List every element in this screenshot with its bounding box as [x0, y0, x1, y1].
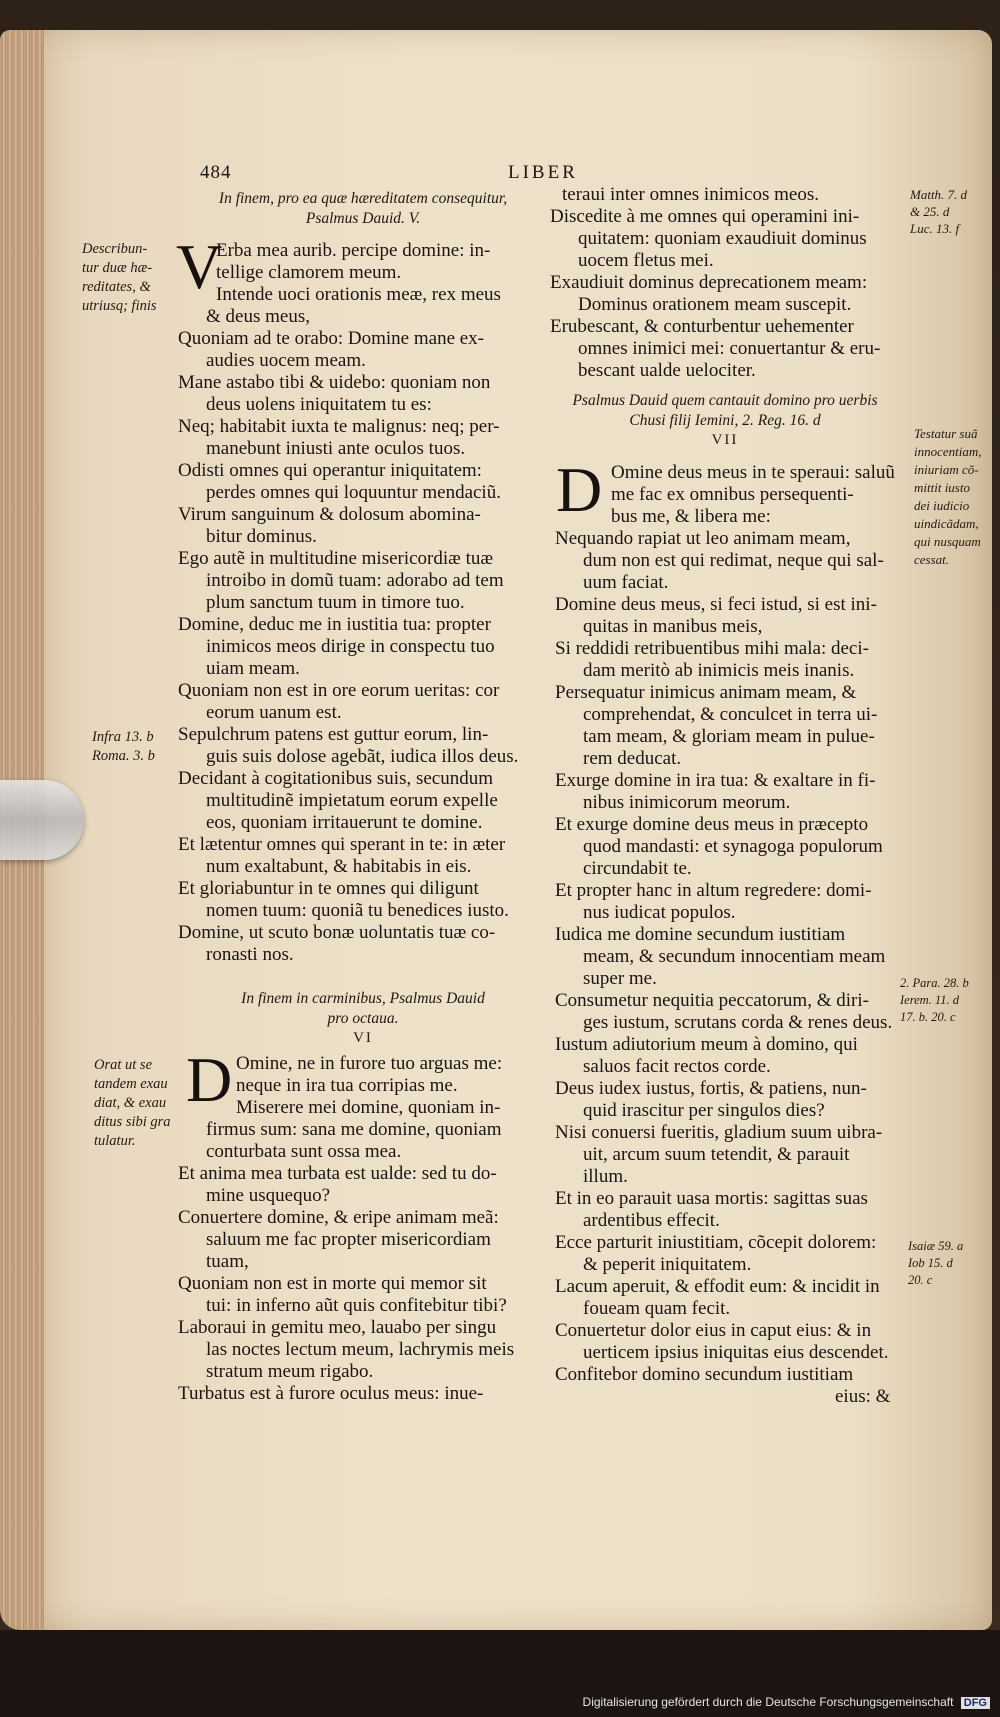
verse-line: Dominus orationem meam suscepit. [578, 294, 852, 315]
verse-line: Miserere mei domine, quoniam in- [236, 1097, 501, 1118]
verse-line: nibus inimicorum meorum. [583, 792, 791, 813]
verse-line: rem deducat. [583, 748, 682, 769]
note-line: mittit iusto [914, 480, 970, 495]
verse-line: Et exurge domine deus meus in præcepto [555, 814, 869, 835]
verse-line: Ego autẽ in multitudine misericordiæ tuæ [178, 548, 494, 569]
verse-line: Virum sanguinum & dolosum abomina- [178, 504, 481, 525]
left-column [178, 190, 548, 230]
verse-line: saluum me fac propter misericordiam [206, 1229, 491, 1250]
verse-line: Omine deus meus in te speraui: saluũ [611, 462, 895, 483]
verse-line: eorum uanum est. [206, 702, 342, 723]
note-line: qui nusquam [914, 534, 981, 549]
note-line: iniuriam cõ- [914, 462, 979, 477]
note-line: reditates, & [82, 279, 151, 295]
verse-line: perdes omnes qui loquuntur mendaciũ. [206, 482, 501, 503]
verse-line: audies uocem meam. [206, 350, 366, 371]
verse-line: Quoniam non est in ore eorum ueritas: cor [178, 680, 500, 701]
verse-line: Conuertetur dolor eius in caput eius: & in [555, 1320, 872, 1341]
verse-line: Nequando rapiat ut leo animam meam, [555, 528, 851, 549]
psalm7-title-line: Psalmus Dauid quem cantauit domino pro uerbis [572, 392, 878, 409]
verse-line: mine usquequo? [206, 1185, 331, 1206]
verse-line: las noctes lectum meum, lachrymis meis [206, 1339, 515, 1360]
psalm5-title-line: Psalmus Dauid. V. [305, 210, 421, 227]
verse-line: circundabit te. [583, 858, 692, 879]
verse-line: tellige clamorem meum. [216, 262, 402, 283]
psalm6-initial: D [186, 1044, 233, 1115]
note-line: 2. Para. 28. b [900, 976, 969, 990]
verse-line: Laboraui in gemitu meo, lauabo per singu [178, 1317, 497, 1338]
margin-note-right-4 [908, 1238, 963, 1289]
verse-line: dum non est qui redimat, neque qui sal- [583, 550, 884, 571]
verse-line: quid irascitur per singulos dies? [583, 1100, 825, 1121]
verse-line: bescant ualde uelociter. [578, 360, 756, 381]
verse-line: Nisi conuersi fueritis, gladium suum uibra- [555, 1122, 883, 1143]
verse-line: Odisti omnes qui operantur iniquitatem: [178, 460, 482, 481]
verse-line: firmus sum: sana me domine, quoniam [206, 1119, 502, 1140]
verse-line: Et in eo parauit uasa mortis: sagittas suas [555, 1188, 868, 1209]
psalm6-heading [178, 990, 548, 1050]
verse-line: comprehendat, & conculcet in terra ui- [583, 704, 878, 725]
verse-line: Domine, ut scuto bonæ uoluntatis tuæ co- [178, 922, 496, 943]
note-line: tulatur. [94, 1133, 136, 1149]
verse-line: Si reddidi retribuentibus mihi mala: deci- [555, 638, 869, 659]
psalm7-number: VII [711, 432, 739, 448]
note-line: dei iudicio [914, 498, 970, 513]
note-line: Orat ut se [94, 1057, 152, 1073]
footer-text: Digitalisierung gefördert durch die Deutsche Forschungsgemeinschaft [582, 1695, 954, 1709]
verse-line: stratum meum rigabo. [206, 1361, 374, 1382]
dfg-logo-icon: DFG [961, 1697, 990, 1709]
verse-line: conturbata sunt ossa mea. [206, 1141, 402, 1162]
verse-line: quod mandasti: et synagoga populorum [583, 836, 883, 857]
verse-line: Erba mea aurib. percipe domine: in- [216, 240, 491, 261]
verse-line: Neq; habitabit iuxta te malignus: neq; per- [178, 416, 500, 437]
psalm6-title-line: In finem in carminibus, Psalmus Dauid [241, 990, 485, 1007]
psalm7-initial: D [556, 454, 603, 525]
verse-line: ges iustum, scrutans corda & renes deus. [583, 1012, 893, 1033]
verse-line: illum. [583, 1166, 628, 1187]
psalm6-number: VI [353, 1030, 373, 1046]
verse-line: & peperit iniquitatem. [583, 1254, 752, 1275]
margin-note-right-1 [910, 186, 967, 237]
verse-line: quitas in manibus meis, [583, 616, 763, 637]
note-line: cessat. [914, 552, 950, 567]
note-line: Roma. 3. b [92, 748, 155, 764]
note-line: Ierem. 11. d [900, 993, 960, 1007]
verse-line: meam, & secundum innocentiam meam [583, 946, 886, 967]
psalm5-initial: V [176, 231, 223, 302]
margin-note-right-3 [900, 975, 969, 1026]
verse-line: ronasti nos. [206, 944, 294, 965]
note-line: 17. b. 20. c [900, 1010, 956, 1024]
verse-line: uerticem ipsius iniquitas eius descendet. [583, 1342, 889, 1363]
page-number: 484 [200, 162, 232, 183]
note-line: 20. c [908, 1273, 933, 1287]
verse-line: Et lætentur omnes qui sperant in te: in æter [178, 834, 506, 855]
verse-line: Erubescant, & conturbentur uehementer [550, 316, 854, 337]
verse-line: Confitebor domino secundum iustitiam [555, 1364, 854, 1385]
verse-line: plum sanctum tuum in timore tuo. [206, 592, 465, 613]
verse-line: & deus meus, [206, 306, 310, 327]
verse-line: num exaltabunt, & habitabis in eis. [206, 856, 472, 877]
verse-line: Et propter hanc in altum regredere: domi- [555, 880, 872, 901]
note-line: Matth. 7. d [910, 187, 968, 202]
verse-line: Exaudiuit dominus deprecationem meam: [550, 272, 868, 293]
verse-line: Intende uoci orationis meæ, rex meus [216, 284, 501, 305]
note-line: Luc. 13. f [910, 221, 960, 236]
verse-line: Ecce parturit iniustitiam, cõcepit dolorem: [555, 1232, 877, 1253]
note-line: ditus sibi gra [94, 1114, 171, 1130]
verse-line: multitudinẽ impietatum eorum expelle [206, 790, 498, 811]
verse-line: eius: & [835, 1386, 891, 1407]
psalm5-title-line: In finem, pro ea quæ hæreditatem consequitur, [218, 190, 508, 207]
verse-line: guis suis dolose agebãt, iudica illos deus. [206, 746, 519, 767]
verse-line: Sepulchrum patens est guttur eorum, lin- [178, 724, 489, 745]
verse-line: Persequatur inimicus animam meam, & [555, 682, 857, 703]
verse-line: omnes inimici mei: conuertantur & eru- [578, 338, 881, 359]
verse-line: Domine deus meus, si feci istud, si est ini- [555, 594, 877, 615]
psalm7-text [555, 454, 905, 1408]
verse-line: Quoniam ad te orabo: Domine mane ex- [178, 328, 485, 349]
psalm6-title-line: pro octaua. [327, 1010, 399, 1027]
verse-line: Decidant à cogitationibus suis, secundum [178, 768, 494, 789]
verse-line: Domine, deduc me in iustitia tua: propter [178, 614, 491, 635]
verse-line: Lacum aperuit, & effodit eum: & incidit in [555, 1276, 880, 1297]
verse-line: tam meam, & gloriam meam in pulue- [583, 726, 875, 747]
margin-note-left-2 [92, 728, 155, 766]
verse-line: inimicos meos dirige in conspectu tuo [206, 636, 495, 657]
verse-line: neque in ira tua corripias me. [236, 1075, 458, 1096]
psalm5-text [178, 240, 548, 966]
running-head: LIBER [508, 162, 578, 183]
psalm7-heading [550, 392, 900, 452]
margin-note-right-2 [914, 425, 982, 569]
verse-line: tui: in inferno aũt quis confitebitur tibi? [206, 1295, 507, 1316]
note-line: innocentiam, [914, 444, 982, 459]
verse-line: quitatem: quoniam exaudiuit dominus [578, 228, 867, 249]
note-line: tur duæ hæ- [82, 260, 153, 276]
note-line: tandem exau [94, 1076, 168, 1092]
book-clip [0, 780, 84, 860]
verse-line: me fac ex omnibus persequenti- [611, 484, 854, 505]
verse-line: ardentibus effecit. [583, 1210, 720, 1231]
verse-line: Quoniam non est in morte qui memor sit [178, 1273, 487, 1294]
verse-line: teraui inter omnes inimicos meos. [562, 184, 819, 205]
verse-line: dam meritò ab inimicis meis inanis. [583, 660, 855, 681]
verse-line: Conuertere domine, & eripe animam meã: [178, 1207, 499, 1228]
verse-line: eos, quoniam irritauerunt te domine. [206, 812, 483, 833]
verse-line: bus me, & libera me: [611, 506, 771, 527]
verse-line: Deus iudex iustus, fortis, & patiens, nun- [555, 1078, 867, 1099]
verse-line: bitur dominus. [206, 526, 317, 547]
margin-note-left-1 [82, 240, 157, 316]
verse-line: Et anima mea turbata est ualde: sed tu do- [178, 1163, 497, 1184]
note-line: utriusq; finis [82, 298, 157, 314]
verse-line: Mane astabo tibi & uidebo: quoniam non [178, 372, 491, 393]
note-line: Testatur suã [914, 426, 978, 441]
verse-line: Omine, ne in furore tuo arguas me: [236, 1053, 503, 1074]
verse-line: uiam meam. [206, 658, 300, 679]
verse-line: super me. [583, 968, 657, 989]
verse-line: nus iudicat populos. [583, 902, 736, 923]
verse-line: Discedite à me omnes qui operamini ini- [550, 206, 860, 227]
verse-line: introibo in domũ tuam: adorabo ad tem [206, 570, 504, 591]
verse-line: manebunt iniusti ante oculos tuos. [206, 438, 466, 459]
right-column-top [550, 184, 900, 382]
note-line: uindicãdam, [914, 516, 979, 531]
verse-line: Turbatus est à furore oculus meus: inue- [178, 1383, 484, 1404]
margin-note-left-3 [94, 1056, 171, 1151]
psalm6-text [178, 1053, 548, 1405]
verse-line: Et gloriabuntur in te omnes qui diligunt [178, 878, 479, 899]
verse-line: Consumetur nequitia peccatorum, & diri- [555, 990, 869, 1011]
verse-line: Iustum adiutorium meum à domino, qui [555, 1034, 858, 1055]
note-line: Iob 15. d [908, 1256, 953, 1270]
psalm7-title-line: Chusi filij Iemini, 2. Reg. 16. d [629, 412, 821, 429]
note-line: Describun- [82, 241, 148, 257]
note-line: Infra 13. b [92, 729, 154, 745]
verse-line: uit, arcum suum tetendit, & parauit [583, 1144, 850, 1165]
note-line: diat, & exau [94, 1095, 167, 1111]
verse-line: saluos facit rectos corde. [583, 1056, 771, 1077]
verse-line: tuam, [206, 1251, 249, 1272]
verse-line: uocem fletus mei. [578, 250, 714, 271]
verse-line: nomen tuum: quoniã tu benedices iusto. [206, 900, 509, 921]
verse-line: deus uolens iniquitatem tu es: [206, 394, 432, 415]
note-line: & 25. d [910, 204, 950, 219]
verse-line: Iudica me domine secundum iustitiam [555, 924, 846, 945]
digitization-footer [583, 1695, 990, 1709]
verse-line: Exurge domine in ira tua: & exaltare in fi- [555, 770, 876, 791]
verse-line: uum faciat. [583, 572, 669, 593]
note-line: Isaiæ 59. a [908, 1239, 964, 1253]
verse-line: foueam quam fecit. [583, 1298, 731, 1319]
